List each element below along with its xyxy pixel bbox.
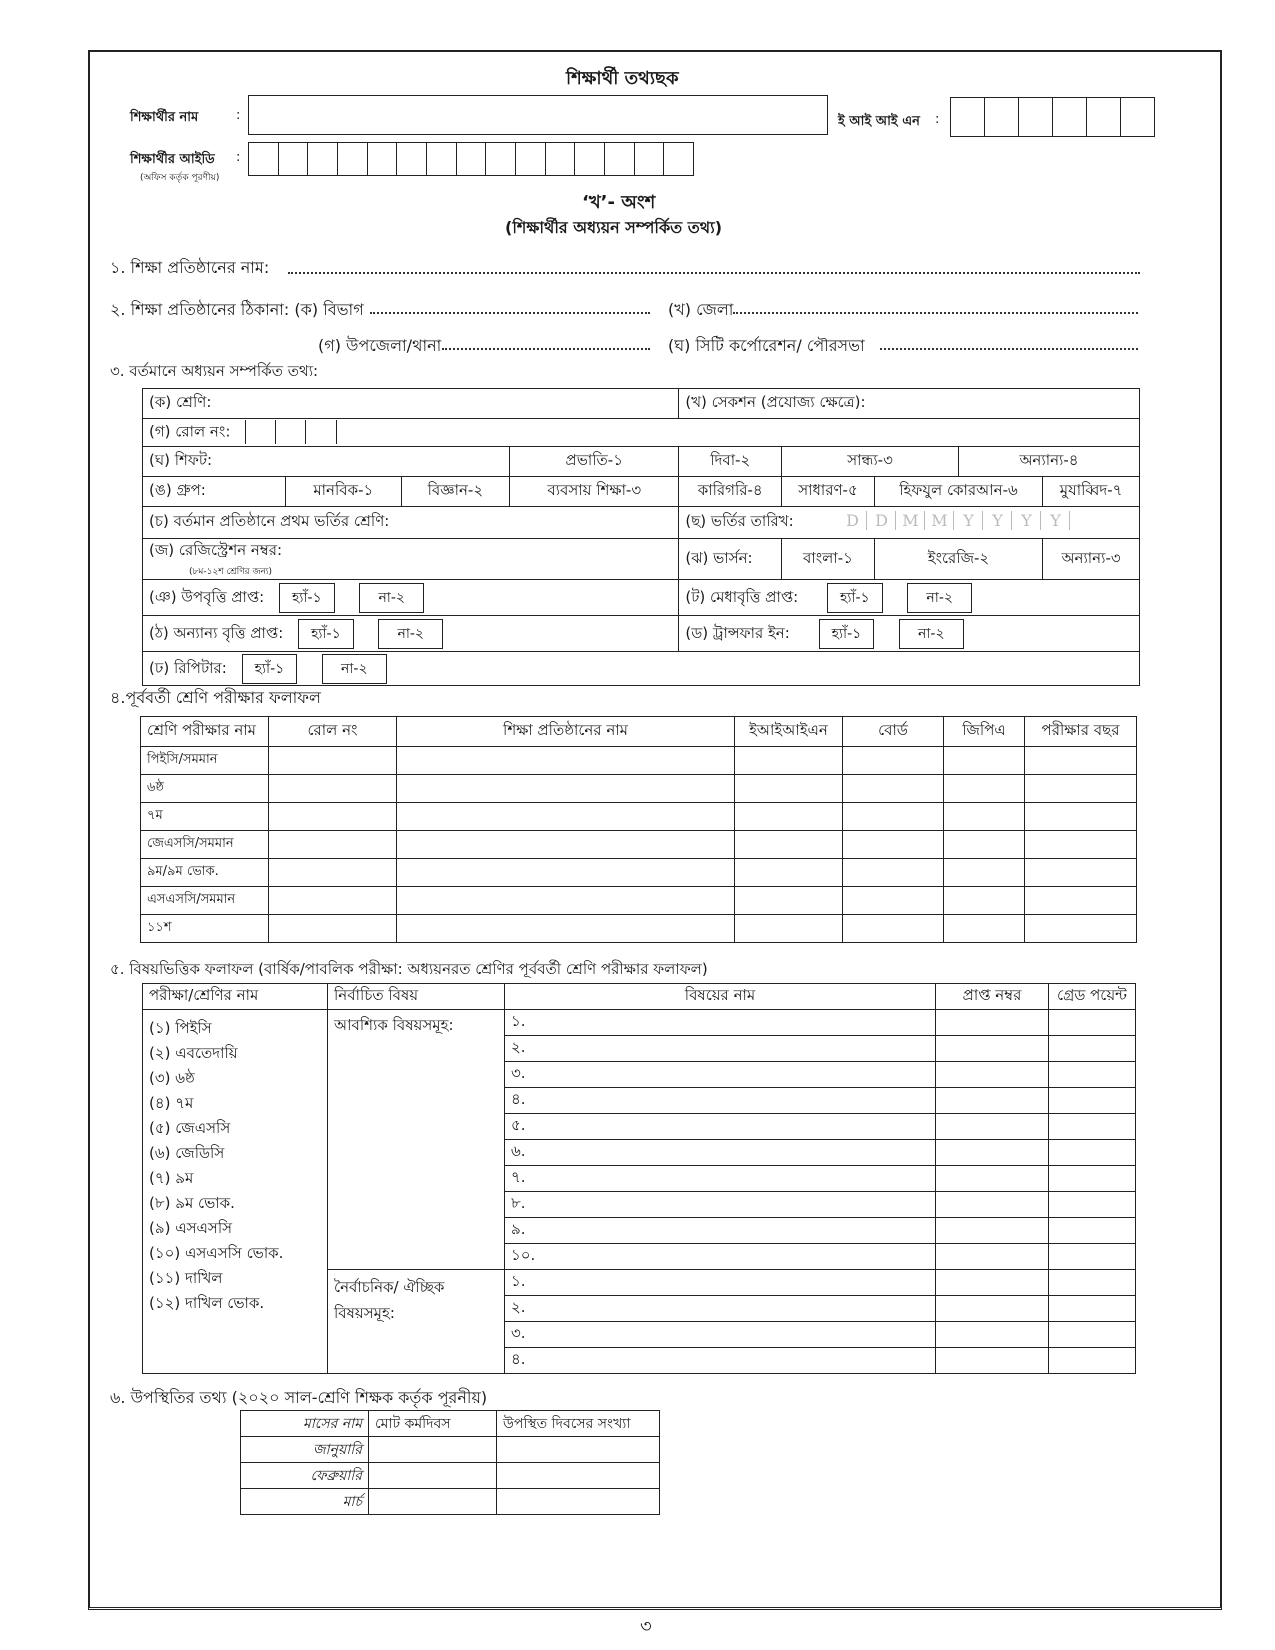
previous-results-table	[140, 716, 1137, 943]
q2-city-label: (ঘ) সিটি কর্পোরেশন/ পৌরসভা	[668, 336, 865, 355]
q2-district-label: (খ) জেলা	[668, 300, 734, 319]
row-label: ৬ষ্ঠ	[141, 775, 269, 803]
table-cell[interactable]	[735, 831, 843, 859]
row-label: ৭ম	[141, 803, 269, 831]
exam-option[interactable]: (৮) ৯ম ভোক.	[149, 1194, 235, 1212]
col-header: বোর্ড	[843, 717, 944, 747]
elective-label: নৈর্বাচনিক/ ঐচ্ছিক	[334, 1278, 445, 1296]
section-cell[interactable]: (খ) সেকশন (প্রযোজ্য ক্ষেত্রে):	[679, 389, 1140, 419]
date-letter: M	[925, 511, 954, 530]
compulsory-label: আবশ্যিক বিষয়সমূহ:	[328, 1010, 505, 1270]
stipend-label: (ঞ) উপবৃত্তি প্রাপ্ত:	[149, 587, 265, 606]
group-option-3[interactable]: ব্যবসায় শিক্ষা-৩	[510, 477, 679, 507]
shift-option-1[interactable]: প্রভাতি-১	[510, 447, 679, 477]
col-header: পরীক্ষার বছর	[1025, 717, 1137, 747]
table-cell[interactable]	[269, 803, 397, 831]
q1-label: ১. শিক্ষা প্রতিষ্ঠানের নাম:	[110, 258, 270, 277]
roll-cells[interactable]	[245, 420, 337, 444]
student-id-cells[interactable]	[248, 142, 694, 176]
date-letter: D	[867, 511, 896, 530]
table-cell[interactable]	[944, 803, 1025, 831]
form-title: শিক্ষার্থী তথ্যছক	[566, 68, 679, 89]
grade-cell[interactable]	[1049, 1062, 1136, 1088]
table-cell[interactable]	[397, 831, 735, 859]
row-label: জেএসসি/সমমান	[141, 831, 269, 859]
section-title: ‘খ’- অংশ	[582, 192, 656, 213]
grade-cell[interactable]	[1049, 1166, 1136, 1192]
group-option-1[interactable]: মানবিক-১	[286, 477, 402, 507]
marks-cell[interactable]	[936, 1114, 1049, 1140]
marks-cell[interactable]	[936, 1218, 1049, 1244]
table-cell[interactable]	[397, 775, 735, 803]
date-letter: Y	[1012, 511, 1041, 530]
grade-cell[interactable]	[1049, 1322, 1136, 1348]
table-cell[interactable]	[1025, 831, 1137, 859]
table-cell[interactable]	[269, 859, 397, 887]
other-scholarship-label: (ঠ) অন্যান্য বৃত্তি প্রাপ্ত:	[149, 623, 284, 642]
subject-number[interactable]: ২.	[505, 1296, 936, 1322]
exam-option[interactable]: (১১) দাখিল	[149, 1269, 223, 1287]
col-header: গ্রেড পয়েন্ট	[1049, 984, 1136, 1010]
merit-cell	[679, 580, 1140, 616]
q6-label: ৬. উপস্থিতির তথ্য (২০২০ সাল-শ্রেণি শিক্ষক কর্তৃক পূরনীয়)	[110, 1388, 488, 1407]
col-header: ইআইআইএন	[735, 717, 843, 747]
exam-option[interactable]: (১০) এসএসসি ভোক.	[149, 1244, 284, 1262]
table-cell[interactable]	[735, 859, 843, 887]
repeater-no[interactable]: না-২	[322, 654, 387, 684]
colon: :	[935, 112, 940, 127]
table-cell[interactable]	[269, 831, 397, 859]
table-cell[interactable]	[944, 747, 1025, 775]
stipend-no[interactable]: না-২	[359, 583, 424, 613]
grade-cell[interactable]	[1049, 1088, 1136, 1114]
subject-number[interactable]: ৪.	[505, 1088, 936, 1114]
repeater-yes[interactable]: হ্যাঁ-১	[242, 654, 298, 684]
q2-city-field[interactable]	[880, 348, 1138, 350]
table-cell[interactable]	[269, 775, 397, 803]
q2-district-field[interactable]	[733, 312, 1138, 314]
merit-label: (ট) মেধাবৃত্তি প্রাপ্ত:	[685, 587, 799, 606]
transfer-yes[interactable]: হ্যাঁ-১	[819, 619, 875, 649]
eiin-cells[interactable]	[950, 97, 1155, 137]
date-boxes[interactable]	[838, 512, 1070, 530]
stipend-yes[interactable]: হ্যাঁ-১	[279, 583, 335, 613]
marks-cell[interactable]	[936, 1088, 1049, 1114]
col-header: প্রাপ্ত নম্বর	[936, 984, 1049, 1010]
table-cell[interactable]	[944, 887, 1025, 915]
col-header: জিপিএ	[944, 717, 1025, 747]
grade-cell[interactable]	[1049, 1192, 1136, 1218]
table-cell[interactable]	[944, 859, 1025, 887]
exam-option[interactable]: (৩) ৬ষ্ঠ	[149, 1069, 195, 1087]
grade-cell[interactable]	[1049, 1244, 1136, 1270]
marks-cell[interactable]	[936, 1062, 1049, 1088]
other-scholarship-cell	[143, 616, 679, 652]
first-class-cell[interactable]: (চ) বর্তমান প্রতিষ্ঠানে প্রথম ভর্তির শ্রেণি:	[143, 507, 679, 539]
table-cell[interactable]	[735, 887, 843, 915]
colon: :	[236, 150, 241, 165]
table-cell[interactable]	[843, 747, 944, 775]
transfer-label: (ড) ট্রান্সফার ইন:	[685, 623, 790, 642]
merit-no[interactable]: না-২	[907, 583, 972, 613]
marks-cell[interactable]	[936, 1192, 1049, 1218]
date-letter: Y	[983, 511, 1012, 530]
exam-option[interactable]: (৬) জেডিসি	[149, 1144, 225, 1162]
grade-cell[interactable]	[1049, 1296, 1136, 1322]
table-cell[interactable]	[1025, 887, 1137, 915]
student-name-field[interactable]	[248, 95, 828, 135]
table-cell[interactable]	[843, 915, 944, 943]
col-header: বিষয়ের নাম	[505, 984, 936, 1010]
subject-number[interactable]: ৯.	[505, 1218, 936, 1244]
marks-cell[interactable]	[936, 1036, 1049, 1062]
shift-option-4[interactable]: অন্যান্য-৪	[958, 447, 1139, 477]
other-scholarship-yes[interactable]: হ্যাঁ-১	[298, 619, 354, 649]
student-name-label: শিক্ষার্থীর নাম	[130, 110, 199, 125]
student-id-note: (অফিস কর্তৃক পূরণীয়)	[140, 173, 220, 183]
subject-number[interactable]: ১০.	[505, 1244, 936, 1270]
marks-cell[interactable]	[936, 1010, 1049, 1036]
elective-label-cell	[328, 1270, 505, 1374]
shift-option-3[interactable]: সান্ধ্য-৩	[782, 447, 959, 477]
month-label: জানুয়ারি	[241, 1437, 369, 1463]
table-cell[interactable]	[843, 887, 944, 915]
table-cell[interactable]	[843, 859, 944, 887]
repeater-label: (ঢ) রিপিটার:	[149, 658, 227, 677]
col-header: মাসের নাম	[241, 1411, 369, 1437]
other-scholarship-no[interactable]: না-২	[378, 619, 443, 649]
q4-label: ৪.পূর্ববর্তী শ্রেণি পরীক্ষার ফলাফল	[110, 688, 321, 707]
grade-cell[interactable]	[1049, 1114, 1136, 1140]
grade-cell[interactable]	[1049, 1140, 1136, 1166]
col-header: শ্রেণি পরীক্ষার নাম	[141, 717, 269, 747]
registration-note: (৮ম-১২শ শ্রেণির জন্য)	[189, 567, 273, 577]
subject-number[interactable]: ৫.	[505, 1114, 936, 1140]
group-option-4[interactable]: কারিগরি-৪	[679, 477, 782, 507]
col-header: উপস্থিত দিবসের সংখ্যা	[497, 1411, 660, 1437]
col-header: শিক্ষা প্রতিষ্ঠানের নাম	[397, 717, 735, 747]
exam-option[interactable]: (৪) ৭ম	[149, 1094, 194, 1112]
class-cell[interactable]: (ক) শ্রেণি:	[143, 389, 679, 419]
subject-number[interactable]: ৭.	[505, 1166, 936, 1192]
stipend-cell	[143, 580, 679, 616]
shift-label: (ঘ) শিফট:	[143, 447, 510, 477]
q3-label: ৩. বর্তমানে অধ্যয়ন সম্পর্কিত তথ্য:	[110, 362, 319, 380]
marks-cell[interactable]	[936, 1296, 1049, 1322]
date-letter: Y	[954, 511, 983, 530]
table-cell[interactable]	[369, 1489, 497, 1515]
grade-cell[interactable]	[1049, 1036, 1136, 1062]
version-option-1[interactable]: বাংলা-১	[782, 539, 875, 580]
table-cell[interactable]	[735, 775, 843, 803]
table-cell[interactable]	[944, 775, 1025, 803]
month-label: মার্চ	[241, 1489, 369, 1515]
table-cell[interactable]	[497, 1437, 660, 1463]
registration-label: (জ) রেজিস্ট্রেশন নম্বর:	[149, 541, 283, 559]
group-option-5[interactable]: সাধারণ-৫	[782, 477, 875, 507]
subject-number[interactable]: ৬.	[505, 1140, 936, 1166]
table-cell[interactable]	[397, 803, 735, 831]
table-cell[interactable]	[1025, 915, 1137, 943]
marks-cell[interactable]	[936, 1166, 1049, 1192]
q2-label: ২. শিক্ষা প্রতিষ্ঠানের ঠিকানা: (ক) বিভাগ	[110, 300, 364, 319]
row-label: ৯ম/৯ম ভোক.	[141, 859, 269, 887]
version-option-3[interactable]: অন্যান্য-৩	[1043, 539, 1140, 580]
colon: :	[236, 108, 241, 123]
table-cell[interactable]	[269, 887, 397, 915]
page-number: ৩	[640, 1616, 652, 1637]
table-cell[interactable]	[944, 831, 1025, 859]
col-header: মোট কর্মদিবস	[369, 1411, 497, 1437]
roll-row[interactable]	[143, 419, 1140, 447]
exam-option[interactable]: (৭) ৯ম	[149, 1169, 194, 1187]
q1-dotted-field[interactable]	[288, 272, 1140, 274]
row-label: পিইসি/সমমান	[141, 747, 269, 775]
table-cell[interactable]	[497, 1463, 660, 1489]
table-cell[interactable]	[843, 831, 944, 859]
table-cell[interactable]	[397, 747, 735, 775]
registration-cell[interactable]	[143, 539, 679, 580]
subject-number[interactable]: ৩.	[505, 1062, 936, 1088]
col-header: পরীক্ষা/শ্রেণির নাম	[143, 984, 328, 1010]
table-cell[interactable]	[1025, 747, 1137, 775]
transfer-cell	[679, 616, 1140, 652]
table-cell[interactable]	[1025, 775, 1137, 803]
exam-option[interactable]: (৫) জেএসসি	[149, 1119, 231, 1137]
transfer-no[interactable]: না-২	[899, 619, 964, 649]
grade-cell[interactable]	[1049, 1218, 1136, 1244]
grade-cell[interactable]	[1049, 1270, 1136, 1296]
date-letter: D	[838, 511, 867, 530]
q2-upazila-label: (গ) উপজেলা/থানা	[318, 336, 442, 355]
exam-option[interactable]: (৯) এসএসসি	[149, 1219, 233, 1237]
table-cell[interactable]	[397, 859, 735, 887]
table-cell[interactable]	[397, 887, 735, 915]
roll-label: (গ) রোল নং:	[149, 422, 231, 441]
q2-division-field[interactable]	[370, 312, 650, 314]
current-study-table	[142, 388, 1140, 686]
month-label: ফেব্রুয়ারি	[241, 1463, 369, 1489]
admission-date-label: (ছ) ভর্তির তারিখ:	[685, 512, 794, 530]
table-cell[interactable]	[369, 1463, 497, 1489]
table-cell[interactable]	[269, 747, 397, 775]
table-cell[interactable]	[944, 915, 1025, 943]
subject-number[interactable]: ৪.	[505, 1348, 936, 1374]
date-letter: Y	[1041, 511, 1070, 530]
merit-yes[interactable]: হ্যাঁ-১	[827, 583, 883, 613]
marks-cell[interactable]	[936, 1348, 1049, 1374]
q5-label: ৫. বিষয়ভিত্তিক ফলাফল (বার্ষিক/পাবলিক পরীক্ষা: অধ্যয়নরত শ্রেণির পূর্ববর্তী শ্রেণি পরীক্ষার ফলাফল)	[110, 960, 708, 978]
table-cell[interactable]	[735, 915, 843, 943]
table-cell[interactable]	[1025, 859, 1137, 887]
group-option-6[interactable]: হিফযুল কোরআন-৬	[874, 477, 1042, 507]
group-option-2[interactable]: বিজ্ঞান-২	[401, 477, 510, 507]
subject-number[interactable]: ২.	[505, 1036, 936, 1062]
exam-option[interactable]: (১) পিইসি	[149, 1019, 212, 1037]
col-header: নির্বাচিত বিষয়	[328, 984, 505, 1010]
table-cell[interactable]	[735, 803, 843, 831]
exam-list-cell	[143, 1010, 328, 1374]
marks-cell[interactable]	[936, 1270, 1049, 1296]
col-header: রোল নং	[269, 717, 397, 747]
version-label: (ঝ) ভার্সন:	[679, 539, 782, 580]
group-label: (ঙ) গ্রুপ:	[143, 477, 286, 507]
table-cell[interactable]	[497, 1489, 660, 1515]
section-subtitle: (শিক্ষার্থীর অধ্যয়ন সম্পর্কিত তথ্য)	[505, 218, 723, 237]
table-cell[interactable]	[843, 803, 944, 831]
exam-option[interactable]: (১২) দাখিল ভোক.	[149, 1294, 265, 1312]
table-cell[interactable]	[369, 1437, 497, 1463]
table-cell[interactable]	[735, 747, 843, 775]
subject-results-table	[142, 983, 1136, 1374]
student-id-label: শিক্ষার্থীর আইডি	[130, 152, 215, 167]
row-label: ১১শ	[141, 915, 269, 943]
marks-cell[interactable]	[936, 1244, 1049, 1270]
subject-number[interactable]: ১.	[505, 1270, 936, 1296]
eiin-label: ই আই আই এন	[838, 114, 920, 129]
marks-cell[interactable]	[936, 1322, 1049, 1348]
repeater-cell	[143, 652, 1140, 686]
date-letter: M	[896, 511, 925, 530]
elective-label: বিষয়সমূহ:	[334, 1304, 395, 1322]
table-cell[interactable]	[397, 915, 735, 943]
grade-cell[interactable]	[1049, 1010, 1136, 1036]
table-cell[interactable]	[843, 775, 944, 803]
table-cell[interactable]	[269, 915, 397, 943]
exam-option[interactable]: (২) এবতেদায়ি	[149, 1044, 238, 1062]
admission-date-cell[interactable]	[679, 507, 1140, 539]
subject-number[interactable]: ১.	[505, 1010, 936, 1036]
grade-cell[interactable]	[1049, 1348, 1136, 1374]
subject-number[interactable]: ৩.	[505, 1322, 936, 1348]
q2-upazila-field[interactable]	[442, 348, 650, 350]
table-cell[interactable]	[1025, 803, 1137, 831]
shift-option-2[interactable]: দিবা-২	[679, 447, 782, 477]
subject-number[interactable]: ৮.	[505, 1192, 936, 1218]
version-option-2[interactable]: ইংরেজি-২	[874, 539, 1042, 580]
marks-cell[interactable]	[936, 1140, 1049, 1166]
attendance-table	[240, 1410, 660, 1515]
group-option-7[interactable]: মুযাব্বিদ-৭	[1043, 477, 1140, 507]
row-label: এসএসসি/সমমান	[141, 887, 269, 915]
